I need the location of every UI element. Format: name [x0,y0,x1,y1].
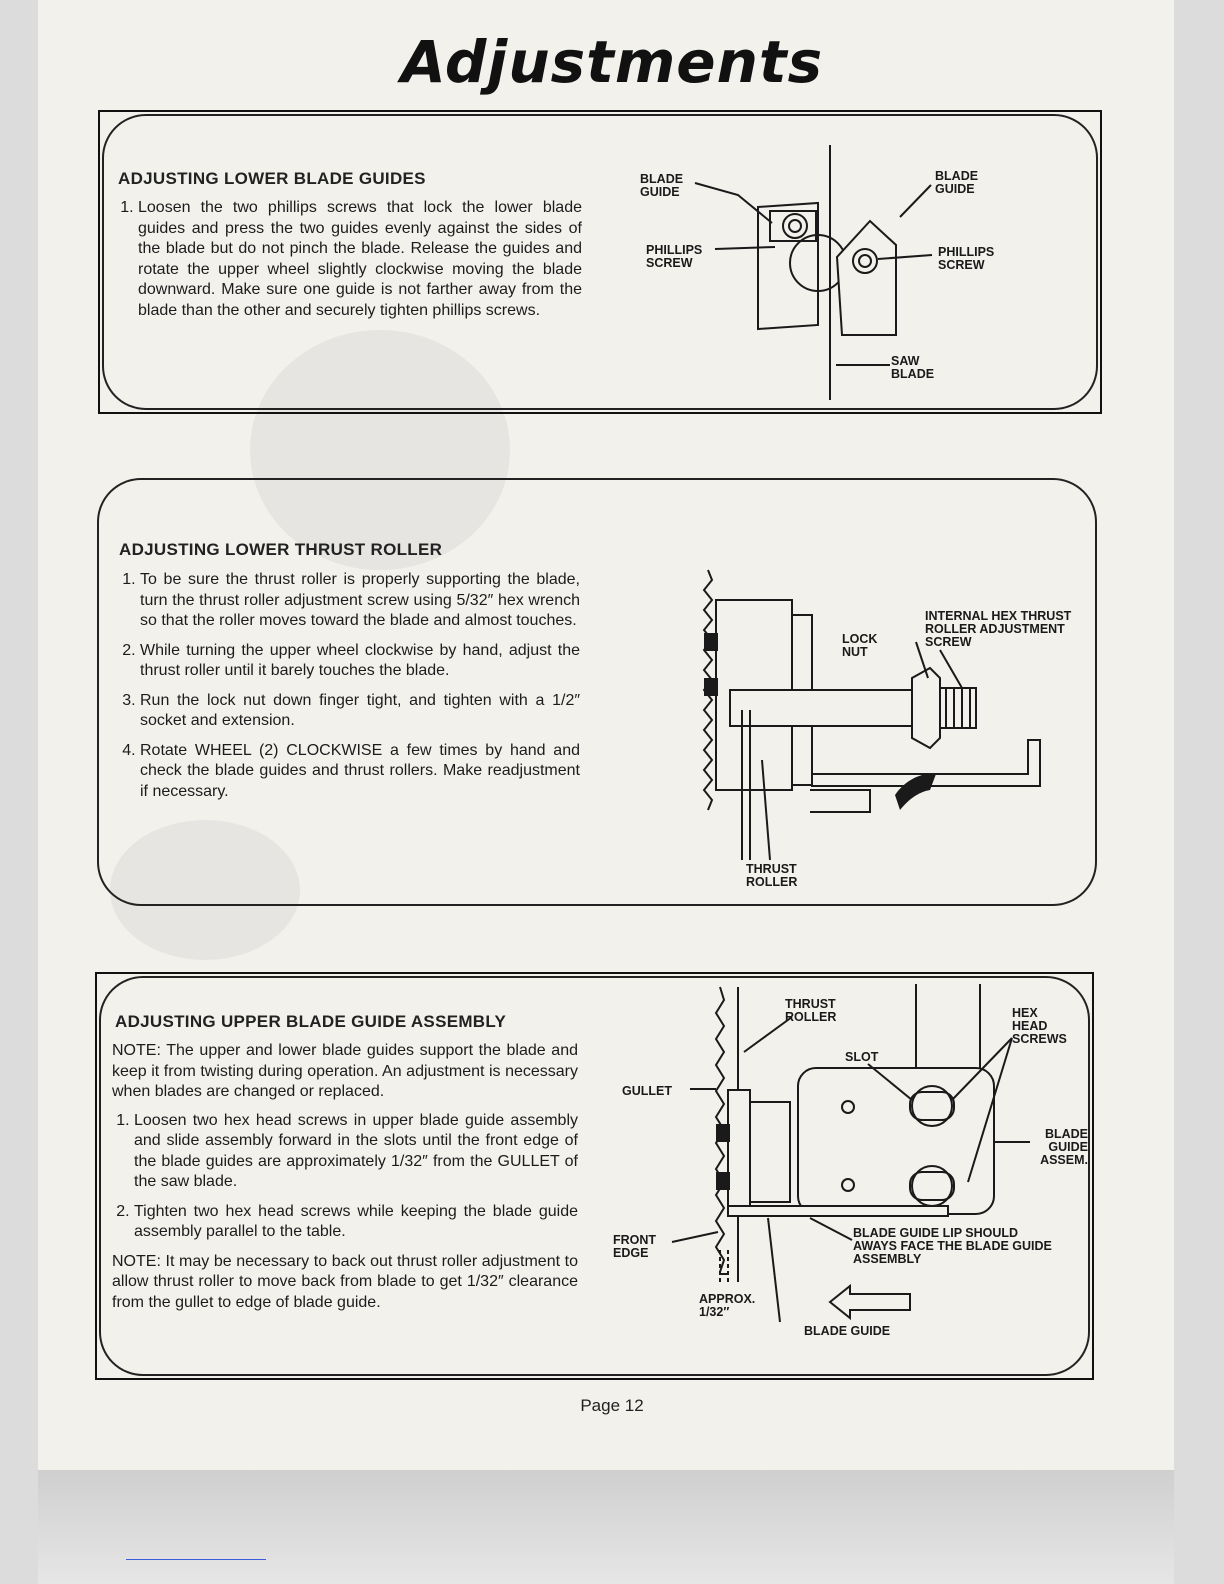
label-phillips-screw-left: PHILLIPS SCREW [646,243,703,270]
page-title: Adjustments [400,28,824,96]
label-phillips-screw-right: PHILLIPS SCREW [938,245,995,272]
instruction-step: 1. Loosen the two phillips screws that lock the lower blade guides and press the two guides evenly against the sides of the blade but do not pinch the blade. Release the guides and rotate the upper wheel slightly clockwise moving the blade downward. Make sure one guide is not farther away from the blade than the other and securely tighten phillips screws. [138,198,582,321]
lower-guides-instructions [116,198,582,330]
instruction-step: 2. While turning the upper wheel clockwise by hand, adjust the thrust roller until it barely touches the blade. [140,641,580,682]
upper-guide-instructions [112,1041,578,1321]
instruction-step: 4. Rotate WHEEL (2) CLOCKWISE a few times by hand and check the blade guides and thrust rollers. Make readjustment if necessary. [140,741,580,803]
label-lip-note: BLADE GUIDE LIP SHOULD AWAYS FACE THE BLADE GUIDE ASSEMBLY [853,1226,1052,1266]
instruction-step: 1. To be sure the thrust roller is properly supporting the blade, turn the thrust roller adjustment screw using 5/32″ hex wrench so that the roller moves toward the blade and almost touches. [140,570,580,632]
instruction-step: 3. Run the lock nut down finger tight, and tighten with a 1/2″ socket and extension. [140,691,580,732]
label-blade-guide-right: BLADE GUIDE [935,169,979,196]
section-heading-thrust-roller: ADJUSTING LOWER THRUST ROLLER [119,540,443,559]
link-underline [126,1559,266,1560]
page-number: Page 12 [580,1396,644,1415]
label-gullet: GULLET [622,1084,672,1098]
note-paragraph: NOTE: The upper and lower blade guides support the blade and keep it from twisting during operation. An adjustment is necessary when blades are changed or replaced. [112,1042,578,1100]
thrust-roller-instructions [118,570,580,811]
section-heading-lower-guides: ADJUSTING LOWER BLADE GUIDES [118,169,426,188]
label-slot: SLOT [845,1050,879,1064]
label-thrust-roller-upper: THRUST ROLLER [785,997,837,1024]
label-blade-guide: BLADE GUIDE [804,1324,891,1338]
label-approx-clearance: APPROX. 1/32″ [699,1292,756,1319]
instruction-step: 1. Loosen two hex head screws in upper blade guide assembly and slide assembly forward in the slots until the front edge of the blade guides are approximately 1/32″ from the GULLET of the saw blade. [134,1111,578,1193]
label-front-edge: FRONT EDGE [613,1233,657,1260]
instruction-step: 2. Tighten two hex head screws while keeping the blade guide assembly parallel to the table. [134,1202,578,1243]
label-blade-guide-assem: BLADE GUIDE ASSEM. [1040,1127,1088,1167]
label-lock-nut: LOCK NUT [842,632,878,659]
section-heading-upper-guide: ADJUSTING UPPER BLADE GUIDE ASSEMBLY [115,1012,507,1031]
label-thrust-roller: THRUST ROLLER [746,862,798,889]
label-internal-hex-screw: INTERNAL HEX THRUST ROLLER ADJUSTMENT SCREW [925,609,1072,649]
page-bottom-shadow [38,1470,1174,1584]
note-paragraph: NOTE: It may be necessary to back out thrust roller adjustment to allow thrust roller to move back from blade to get 1/32″ clearance from the gullet to edge of blade guide. [112,1252,578,1311]
label-blade-guide-left: BLADE GUIDE [640,172,684,199]
label-saw-blade: SAW BLADE [891,354,935,381]
label-hex-head-screws: HEX HEAD SCREWS [1012,1006,1067,1046]
